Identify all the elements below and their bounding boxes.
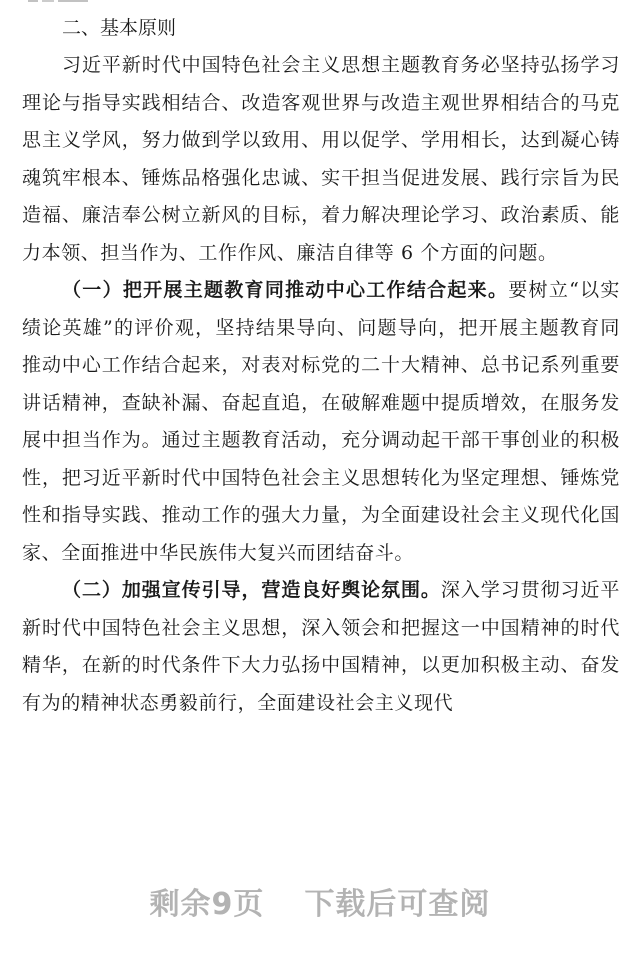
section-heading: 二、基本原则 — [62, 17, 177, 39]
paragraph-text: 习近平新时代中国特色社会主义思想主题教育务必坚持弘扬学习理论与指导实践相结合、改造客观世界与改造主观世界相结合的马克思主义学风，努力做到学以致用、用以促学、学用相长，达到凝心铸魂筑牢根本、锤炼品格强化忠诚、实干担当促进发展、践行宗旨为民造福、廉洁奉公树立新风的目标，着力解决理论学习、政治素质、能力本领、担当作为、工作作风、廉洁自律等 6 个方面的问题。 — [22, 54, 620, 264]
paragraph-text: 深入学习贯彻习近平新时代中国特色社会主义思想，深入领会和把握这一中国精神的时代精华，在新的时代条件下大力弘扬中国精神，以更加积极主动、奋发有为的精神状态勇毅前行，全面建设社会主义现代 — [22, 579, 620, 714]
document-body — [22, 10, 620, 722]
paragraph-lead: （二）加强宣传引导，营造良好舆论氛围。 — [62, 579, 441, 601]
paragraph-item-1 — [22, 272, 620, 572]
paragraph-principles — [22, 47, 620, 272]
paragraph-item-2 — [22, 572, 620, 722]
download-prompt-label[interactable]: 下载后可查阅 — [304, 887, 491, 922]
remaining-pages-label: 剩余9页 — [149, 887, 265, 922]
cropped-text-fragment — [28, 0, 88, 2]
paragraph-text: 要树立“以实绩论英雄”的评价观，坚持结果导向、问题导向，把开展主题教育同推动中心工作结合起来，对表对标党的二十大精神、总书记系列重要讲话精神，查缺补漏、奋起直追，在破解难题中提质增效，在服务发展中担当作为。通过主题教育活动，充分调动起干部干事创业的积极性，把习近平新时代中国特色社会主义思想转化为坚定理想、锤炼党性和指导实践、推动工作的强大力量，为全面建设社会主义现代化国家、全面推进中华民族伟大复兴而团结奋斗。 — [22, 279, 620, 564]
download-banner[interactable] — [0, 876, 640, 926]
paragraph-lead: （一）把开展主题教育同推动中心工作结合起来。 — [62, 279, 509, 301]
